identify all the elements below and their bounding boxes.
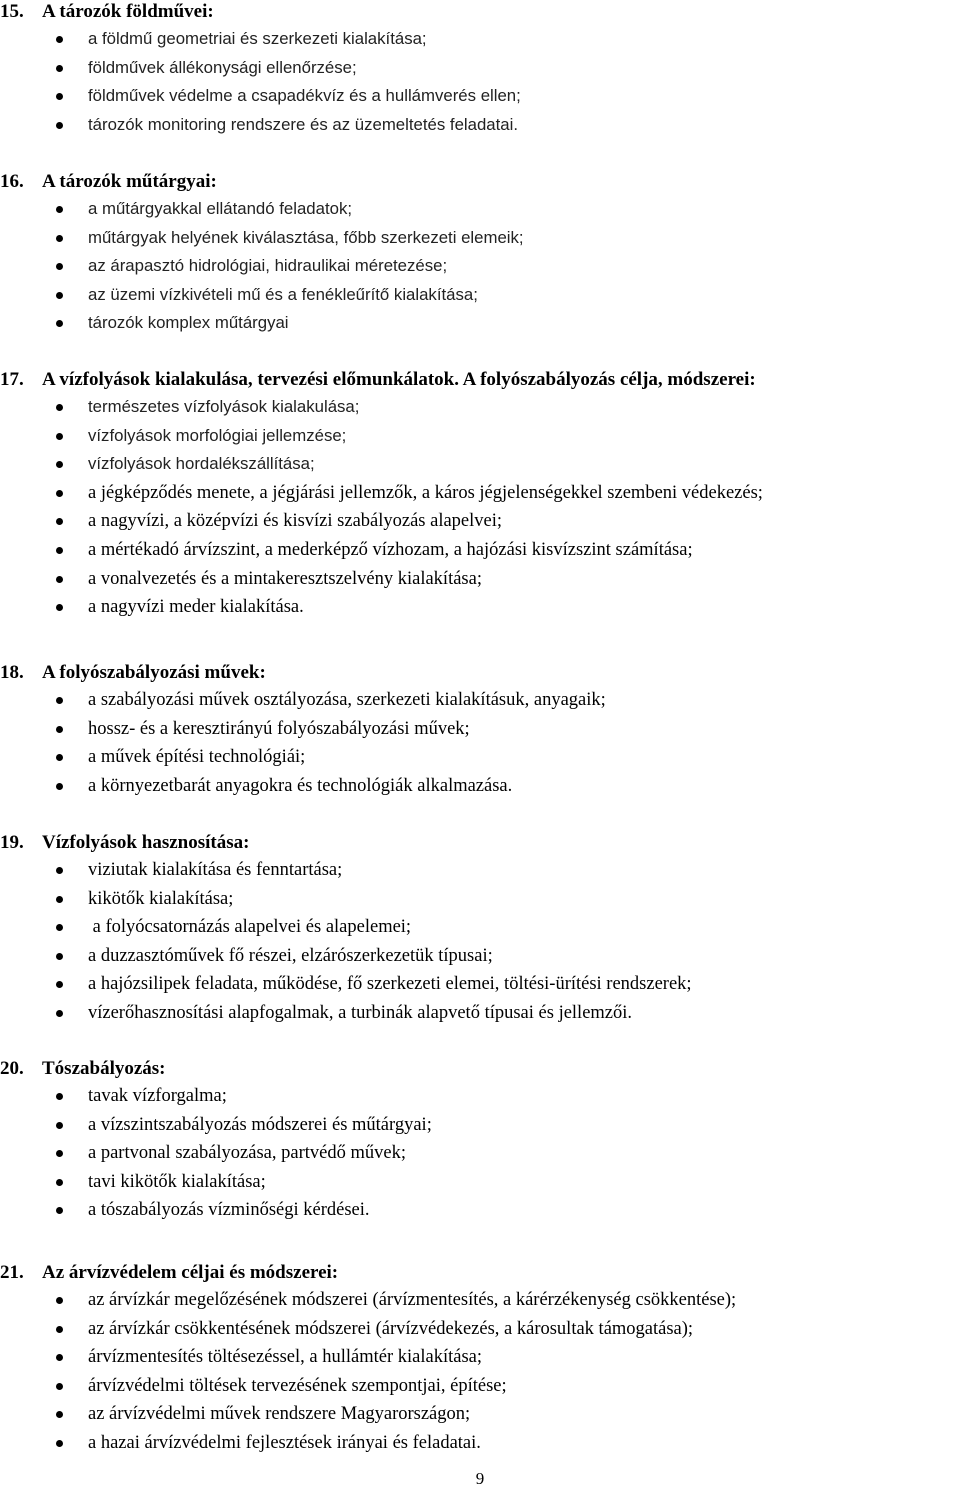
list-item-text: a duzzasztóművek fő részei, elzárószerkezetük típusai; <box>88 945 493 966</box>
section-heading <box>0 1055 166 1083</box>
list-item-text: az árvízkár csökkentésének módszerei (árvízvédekezés, a károsultak támogatása); <box>88 1318 694 1339</box>
bullet-icon <box>56 754 63 761</box>
list-item-text: árvízmentesítés töltésezéssel, a hullámtér kialakítása; <box>88 1347 483 1368</box>
section-number: 17. <box>0 369 24 390</box>
section-number: 18. <box>0 662 24 683</box>
bullet-icon <box>56 576 63 583</box>
list-item-text: kikötők kialakítása; <box>88 888 234 909</box>
list-item-text: a környezetbarát anyagokra és technológiák alkalmazása. <box>88 775 513 796</box>
list-item-text: árvízvédelmi töltések tervezésének szempontjai, építése; <box>88 1375 507 1396</box>
bullet-icon <box>56 1411 63 1418</box>
bullet-icon <box>56 263 63 270</box>
list-item-text: földművek védelme a csapadékvíz és a hullámverés ellen; <box>88 86 521 106</box>
bullet-icon <box>56 783 63 790</box>
list-item-text: hossz- és a keresztirányú folyószabályozási művek; <box>88 718 470 739</box>
bullet-icon <box>56 433 63 440</box>
bullet-icon <box>56 1207 63 1214</box>
bullet-icon <box>56 65 63 72</box>
list-item-text: az árapasztó hidrológiai, hidraulikai méretezése; <box>88 256 448 276</box>
section-title: A folyószabályozási művek: <box>42 662 266 683</box>
bullet-icon <box>56 235 63 242</box>
list-item-text: tavi kikötők kialakítása; <box>88 1171 266 1192</box>
list-item-text: a partvonal szabályozása, partvédő művek; <box>88 1143 406 1164</box>
bullet-icon <box>56 697 63 704</box>
list-item-text: földművek állékonysági ellenőrzése; <box>88 57 357 77</box>
bullet-icon <box>56 461 63 468</box>
list-item-text: a hazai árvízvédelmi fejlesztések irányai és feladatai. <box>88 1433 481 1453</box>
section-title: A tározók műtárgyai: <box>42 171 217 192</box>
section-heading <box>0 1259 338 1287</box>
bullet-icon <box>56 1122 63 1129</box>
bullet-icon <box>56 1383 63 1390</box>
list-item-text: műtárgyak helyének kiválasztása, főbb szerkezeti elemeik; <box>88 227 524 247</box>
section-number: 20. <box>0 1058 24 1079</box>
list-item-text: vízerőhasznosítási alapfogalmak, a turbinák alapvető típusai és jellemzői. <box>88 1003 633 1023</box>
list-item-text: viziutak kialakítása és fenntartása; <box>88 860 343 880</box>
section-heading <box>0 366 756 394</box>
list-item-text: a művek építési technológiái; <box>88 747 306 768</box>
list-item-text: a mértékadó árvízszint, a mederképző vízhozam, a hajózási kisvízszint számítása; <box>88 540 693 560</box>
section-heading <box>0 829 249 857</box>
bullet-icon <box>56 1093 63 1100</box>
bullet-icon <box>56 547 63 554</box>
bullet-icon <box>56 490 63 497</box>
section-title: Az árvízvédelem céljai és módszerei: <box>42 1262 339 1283</box>
list-item-text: a földmű geometriai és szerkezeti kialakítása; <box>88 29 427 48</box>
bullet-icon <box>56 1010 63 1017</box>
section-title: Vízfolyások hasznosítása: <box>42 832 250 853</box>
bullet-icon <box>56 292 63 299</box>
list-item-text: a vízszintszabályozás módszerei és műtárgyai; <box>88 1114 432 1135</box>
list-item-text: a tószabályozás vízminőségi kérdései. <box>88 1200 370 1221</box>
list-item-text: természetes vízfolyások kialakulása; <box>88 397 360 416</box>
bullet-icon <box>56 93 63 100</box>
section-heading <box>0 659 266 687</box>
section-heading <box>0 168 217 196</box>
list-item-text: a nagyvízi meder kialakítása. <box>88 597 304 618</box>
bullet-icon <box>56 953 63 960</box>
bullet-icon <box>56 896 63 903</box>
bullet-icon <box>56 1354 63 1361</box>
section-title: A vízfolyások kialakulása, tervezési előmunkálatok. A folyószabályozás célja, módszerei: <box>42 369 756 390</box>
bullet-icon <box>56 1297 63 1304</box>
bullet-icon <box>56 206 63 213</box>
section-number: 16. <box>0 171 24 192</box>
list-item-text: a műtárgyakkal ellátandó feladatok; <box>88 199 353 218</box>
bullet-icon <box>56 404 63 411</box>
section-number: 19. <box>0 832 24 853</box>
bullet-icon <box>56 36 63 43</box>
list-item-text: az árvízkár megelőzésének módszerei (árvízmentesítés, a kárérzékenység csökkentése); <box>88 1290 737 1310</box>
list-item-text: az üzemi vízkivételi mű és a fenékleűrítő kialakítása; <box>88 284 478 304</box>
list-item-text: az árvízvédelmi művek rendszere Magyarországon; <box>88 1404 471 1425</box>
bullet-icon <box>56 1179 63 1186</box>
list-item-text: tározók komplex műtárgyai <box>88 313 289 333</box>
section-number: 15. <box>0 1 24 22</box>
list-item-text: tározók monitoring rendszere és az üzemeltetés feladatai. <box>88 114 519 134</box>
bullet-icon <box>56 1440 63 1447</box>
list-item-text: vízfolyások hordalékszállítása; <box>88 454 315 474</box>
bullet-icon <box>56 924 63 931</box>
list-item-text: a jégképződés menete, a jégjárási jellemzők, a káros jégjelenségekkel szembeni védekezés; <box>88 482 763 503</box>
bullet-icon <box>56 122 63 129</box>
section-title: A tározók földművei: <box>42 1 214 22</box>
bullet-icon <box>56 867 63 874</box>
list-item-text: a vonalvezetés és a mintakeresztszelvény kialakítása; <box>88 568 482 589</box>
bullet-icon <box>56 1150 63 1157</box>
bullet-icon <box>56 981 63 988</box>
bullet-icon <box>56 320 63 327</box>
section-number: 21. <box>0 1262 24 1283</box>
bullet-icon <box>56 1326 63 1333</box>
bullet-icon <box>56 518 63 525</box>
section-title: Tószabályozás: <box>42 1058 166 1079</box>
bullet-icon <box>56 726 63 733</box>
list-item-text: tavak vízforgalma; <box>88 1086 227 1106</box>
bullet-icon <box>56 604 63 611</box>
list-item-text: a hajózsilipek feladata, működése, fő szerkezeti elemei, töltési-ürítési rendszerek; <box>88 974 692 995</box>
list-item-text: a szabályozási művek osztályozása, szerkezeti kialakításuk, anyagaik; <box>88 690 606 710</box>
list-item-text: a nagyvízi, a középvízi és kisvízi szabályozás alapelvei; <box>88 511 503 532</box>
list-item-text: vízfolyások morfológiai jellemzése; <box>88 425 347 445</box>
page-number: 9 <box>475 1469 485 1488</box>
section-heading <box>0 0 214 26</box>
list-item-text: a folyócsatornázás alapelvei és alapelemei; <box>88 917 412 938</box>
